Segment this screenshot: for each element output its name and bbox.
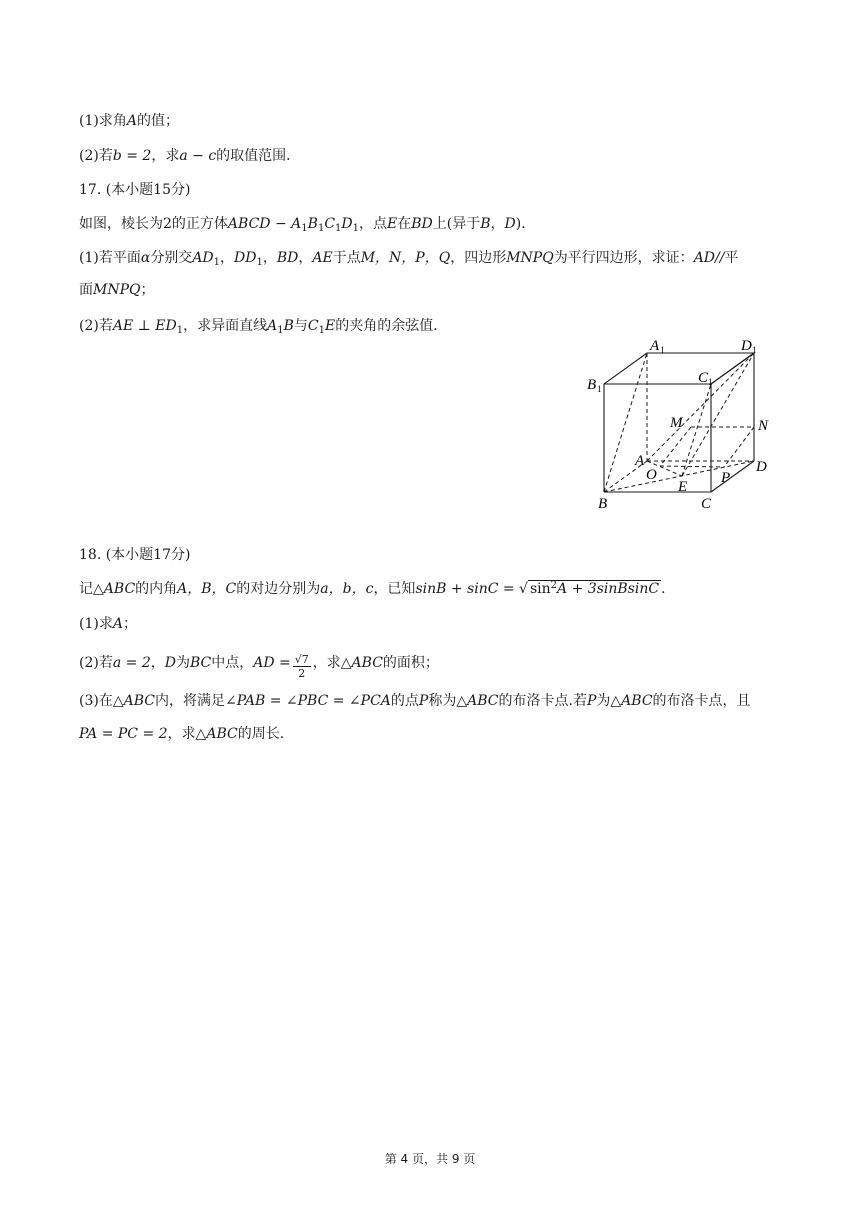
label-D1: D — [741, 338, 752, 354]
label-O: O — [646, 467, 657, 483]
svg-text:1: 1 — [597, 384, 602, 394]
q17-intro: 如图，棱长为2的正方体ABCD − $A_1B_1C_1D_1$，点E在BD上(异于B，D)． — [79, 216, 536, 234]
label-A1: A — [650, 338, 660, 354]
label-C1: C — [698, 370, 709, 386]
label-A: A — [635, 453, 645, 469]
diag-ba1 — [604, 353, 647, 492]
q18-header: 18. (本小题17分) — [79, 547, 191, 563]
label-M: M — [670, 415, 683, 431]
label-C: C — [701, 496, 712, 512]
q18-part1: (1)求A； — [79, 616, 137, 632]
q18-intro: 记△ABC的内角A，B，C的对边分别为a，b，c，已知sinB + sinC = √ $\sin^2A$ + 3sinBsinC ． — [79, 580, 676, 597]
svg-text:1: 1 — [660, 345, 665, 355]
line-qp — [660, 466, 724, 467]
fraction-sqrt7-over-2: $\frac{√7}{2}$ — [294, 653, 309, 680]
label-P: P — [721, 470, 731, 486]
cube-figure — [582, 334, 782, 524]
label-D: D — [756, 459, 767, 475]
q16-part2: (2)若b = 2，求a − c的取值范围． — [79, 148, 301, 164]
label-N: N — [758, 418, 769, 434]
svg-text:1: 1 — [752, 345, 757, 355]
svg-text:1: 1 — [708, 377, 713, 387]
q17-header: 17. (本小题15分) — [79, 182, 191, 198]
q17-part1-cont: 面MNPQ； — [79, 282, 155, 298]
line-mq — [660, 427, 691, 466]
edge-c1d1b — [711, 353, 754, 384]
label-B: B — [598, 496, 608, 512]
q18-part2: (2)若a = 2，D为BC中点，AD = $\frac{√7}{2}$ ，求△ABC的面积； — [79, 653, 439, 680]
q18-part3-cont: PA = PC = 2，求△ABC的周长． — [79, 726, 294, 742]
label-E: E — [678, 479, 688, 495]
q17-part2: (2)若AE ⊥ $ED_1$，求异面直线$A_1B$与$C_1E$的夹角的余弦值． — [79, 318, 448, 336]
q16-part1: (1)求角A的值； — [79, 113, 179, 129]
edge-b1a1 — [604, 353, 647, 384]
q17-part1: (1)若平面α分别交$AD_1$，$DD_1$，BD，AE于点M，N，P，Q，四边形MNPQ为平行四边形，求证：AD//平 — [79, 250, 739, 268]
edge-cd — [711, 461, 754, 492]
q18-part3: (3)在△ABC内，将满足∠PAB = ∠PBC = ∠PCA的点P称为△ABC的布洛卡点.若P为△ABC的布洛卡点，且 — [79, 693, 751, 709]
label-B1: B — [587, 377, 597, 393]
line-c1e — [682, 384, 711, 476]
page-footer: 第 4 页，共 9 页 — [384, 1152, 476, 1166]
